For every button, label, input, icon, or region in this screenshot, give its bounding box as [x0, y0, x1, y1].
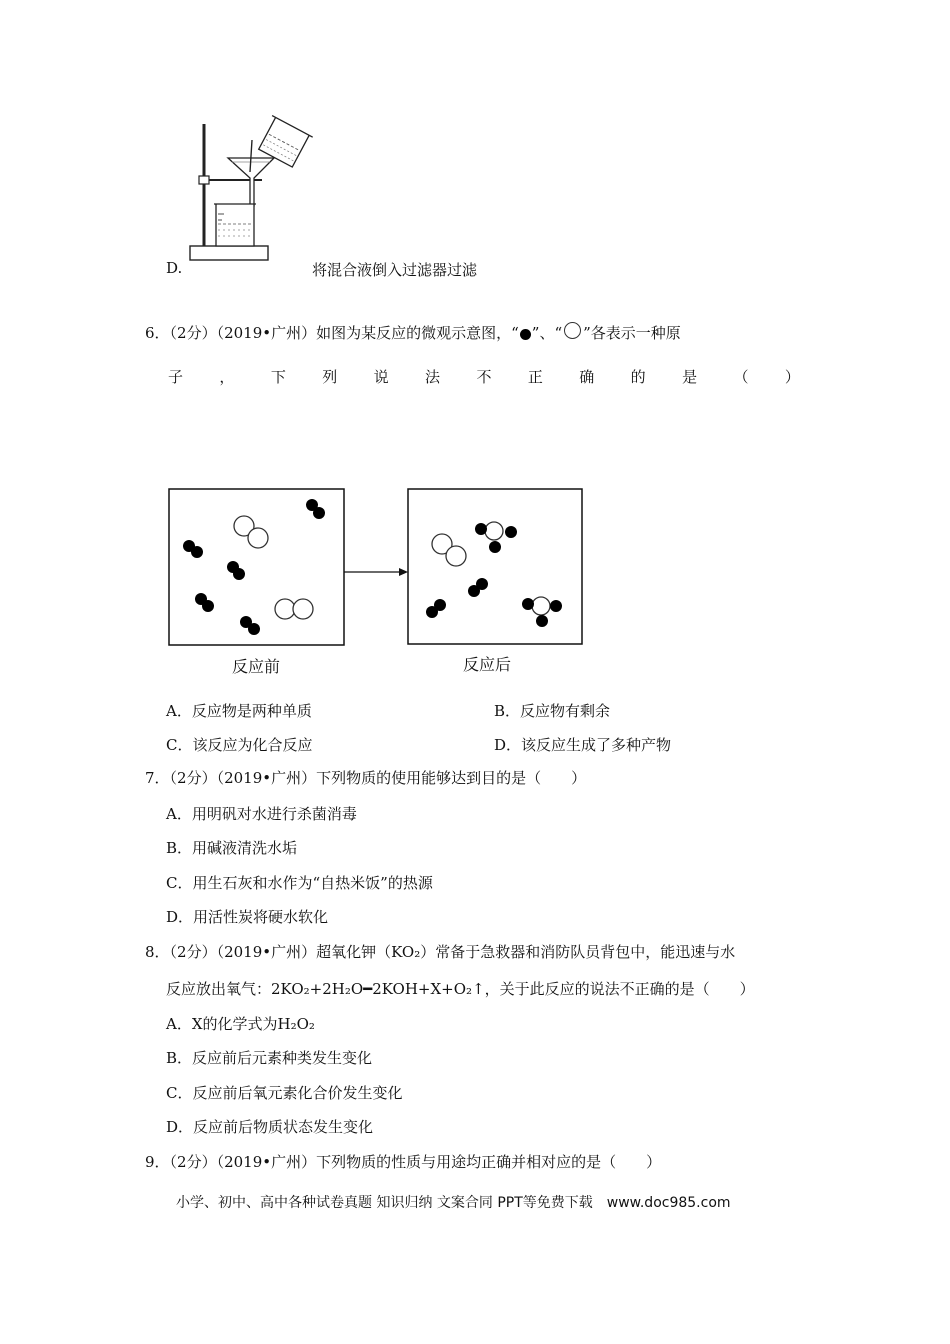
q6-option-d: D．该反应生成了多种产物: [494, 736, 672, 754]
q8-option-d: D．反应前后物质状态发生变化: [166, 1118, 374, 1136]
after-box: [408, 489, 582, 644]
stem-char: （: [733, 368, 749, 386]
q7-option-b: B．用碱液清洗水垢: [166, 839, 298, 857]
page-footer: 小学、初中、高中各种试卷真题 知识归纳 文案合同 PPT等免费下载 www.doc985.com: [176, 1195, 731, 1211]
stem-char: 子: [168, 368, 184, 386]
q8-option-c: C．反应前后氧元素化合价发生变化: [166, 1084, 403, 1102]
q6-option-c: C．该反应为化合反应: [166, 736, 313, 754]
stem-char: ）: [784, 368, 800, 386]
stem-text-part3: ”各表示一种原: [583, 324, 681, 342]
stem-char: 列: [322, 368, 338, 386]
q6-option-a: A．反应物是两种单质: [166, 702, 312, 720]
question-9-stem: 9．（2分）（2019•广州）下列物质的性质与用途均正确并相对应的是（ ）: [145, 1153, 662, 1171]
stem-char: 不: [476, 368, 492, 386]
stem-char: 下: [270, 368, 286, 386]
stem-char: 正: [527, 368, 543, 386]
question-7-stem: 7．（2分）（2019•广州）下列物质的使用能够达到目的是（ ）: [145, 769, 587, 787]
question-6-stem-line1: [145, 322, 681, 343]
black-atom-icon: [520, 329, 531, 340]
q7-option-c: C．用生石灰和水作为“自热米饭”的热源: [166, 874, 433, 892]
option-d-letter: D.: [166, 259, 183, 277]
stem-char: 是: [682, 368, 698, 386]
q6-option-b: B．反应物有剩余: [494, 702, 611, 720]
q7-option-d: D．用活性炭将硬水软化: [166, 908, 329, 926]
question-6-stem-line2: [168, 366, 800, 387]
q8-option-a: A．X的化学式为H₂O₂: [166, 1015, 315, 1033]
question-8-stem-line2: 反应放出氧气：2KO₂+2H₂O━2KOH+X+O₂↑，关于此反应的说法不正确的是（ ）: [166, 980, 755, 998]
filtration-apparatus-figure: [188, 114, 318, 264]
stem-char: 法: [425, 368, 441, 386]
label-before-reaction: 反应前: [232, 657, 281, 676]
label-after-reaction: 反应后: [463, 655, 512, 674]
reaction-diagram: [168, 488, 588, 648]
stem-char: 确: [579, 368, 595, 386]
white-atom-icon: [564, 322, 581, 339]
stem-char: 说: [373, 368, 389, 386]
q8-option-b: B．反应前后元素种类发生变化: [166, 1049, 373, 1067]
arrow-icon: [399, 568, 408, 576]
option-d-text: 将混合液倒入过滤器过滤: [312, 261, 478, 279]
stem-char: ，: [219, 368, 235, 386]
question-8-stem-line1: 8．（2分）（2019•广州）超氧化钾（KO₂）常备于急救器和消防队员背包中，能迅速与水: [145, 943, 736, 961]
q7-option-a: A．用明矾对水进行杀菌消毒: [166, 805, 357, 823]
stem-text-part1: 6．（2分）（2019•广州）如图为某反应的微观示意图，“: [145, 324, 519, 342]
stem-char: 的: [630, 368, 646, 386]
stem-text-part2: ”、“: [531, 324, 563, 342]
